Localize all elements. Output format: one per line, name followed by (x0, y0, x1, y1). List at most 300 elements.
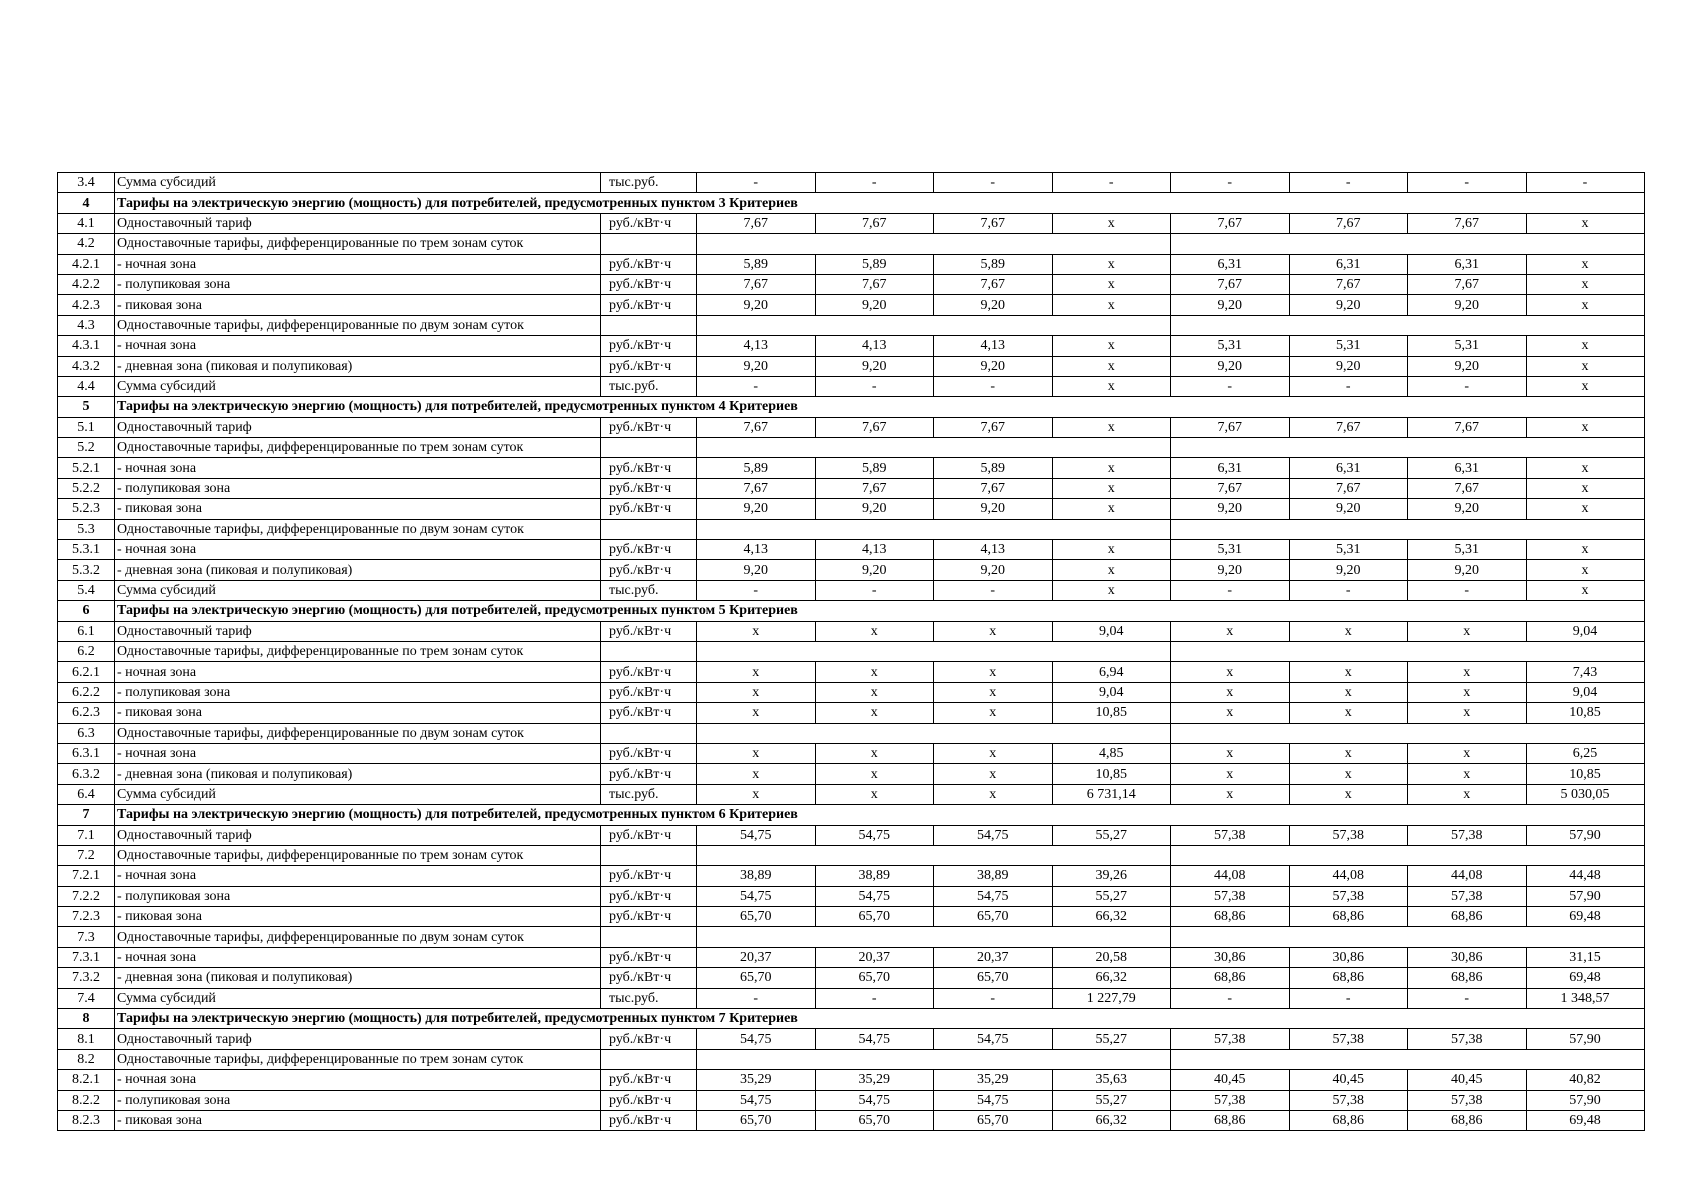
row-number-cell: 6.1 (58, 621, 115, 641)
value-cell: 55,27 (1052, 825, 1171, 845)
row-number-cell: 6.3 (58, 723, 115, 743)
empty-values-cell (1171, 519, 1645, 539)
value-cell: 7,67 (1289, 478, 1408, 498)
row-number-cell: 6.2 (58, 641, 115, 661)
value-cell: 4,13 (697, 540, 816, 560)
row-name-cell: - ночная зона (115, 1070, 601, 1090)
value-cell: 9,20 (697, 295, 816, 315)
table-row (58, 947, 1645, 967)
empty-values-cell (697, 1049, 1171, 1069)
row-number-cell: 7.2.1 (58, 866, 115, 886)
value-cell: 54,75 (934, 886, 1053, 906)
value-cell: - (1171, 988, 1290, 1008)
value-cell: x (815, 682, 934, 702)
row-name-cell: - ночная зона (115, 540, 601, 560)
row-name-cell: Одноставочный тариф (115, 417, 601, 437)
value-cell: 57,38 (1408, 886, 1527, 906)
row-number-cell: 8.2.1 (58, 1070, 115, 1090)
value-cell: x (1052, 356, 1171, 376)
value-cell: 7,67 (697, 478, 816, 498)
row-name-cell: - пиковая зона (115, 907, 601, 927)
value-cell: 5,89 (934, 458, 1053, 478)
unit-cell: руб./кВт·ч (601, 886, 697, 906)
value-cell: 57,90 (1526, 825, 1644, 845)
value-cell: 7,67 (1171, 274, 1290, 294)
value-cell: 68,86 (1171, 968, 1290, 988)
table-row (58, 356, 1645, 376)
group-row (58, 641, 1645, 661)
unit-cell: руб./кВт·ч (601, 560, 697, 580)
value-cell: 35,63 (1052, 1070, 1171, 1090)
value-cell: - (697, 173, 816, 193)
row-name-cell: - ночная зона (115, 336, 601, 356)
group-name-cell: Одноставочные тарифы, дифференцированные по трем зонам суток (115, 1049, 601, 1069)
table-row (58, 173, 1645, 193)
value-cell: 5,31 (1408, 540, 1527, 560)
value-cell: 10,85 (1052, 703, 1171, 723)
row-number-cell: 5.2.3 (58, 499, 115, 519)
row-number-cell: 8.2 (58, 1049, 115, 1069)
unit-cell: руб./кВт·ч (601, 743, 697, 763)
value-cell: x (934, 621, 1053, 641)
value-cell: 66,32 (1052, 968, 1171, 988)
value-cell: 54,75 (697, 1029, 816, 1049)
value-cell: 7,67 (815, 213, 934, 233)
empty-unit-cell (601, 927, 697, 947)
table-row (58, 213, 1645, 233)
value-cell: 9,20 (1171, 356, 1290, 376)
table-row (58, 1070, 1645, 1090)
unit-cell: руб./кВт·ч (601, 662, 697, 682)
value-cell: 9,20 (1289, 295, 1408, 315)
row-number-cell: 4.1 (58, 213, 115, 233)
row-name-cell: Одноставочный тариф (115, 1029, 601, 1049)
value-cell: 6,25 (1526, 743, 1644, 763)
value-cell: 5,89 (815, 458, 934, 478)
value-cell: 35,29 (815, 1070, 934, 1090)
section-title-cell: Тарифы на электрическую энергию (мощность) для потребителей, предусмотренных пунктом 5 Критериев (115, 601, 1645, 621)
value-cell: x (1526, 478, 1644, 498)
group-name-cell: Одноставочные тарифы, дифференцированные по трем зонам суток (115, 845, 601, 865)
value-cell: 68,86 (1289, 968, 1408, 988)
table-row (58, 662, 1645, 682)
value-cell: x (1526, 274, 1644, 294)
value-cell: - (1289, 376, 1408, 396)
table-row (58, 988, 1645, 1008)
value-cell: 57,38 (1408, 825, 1527, 845)
section-row (58, 805, 1645, 825)
value-cell: 66,32 (1052, 907, 1171, 927)
row-number-cell: 5.3.2 (58, 560, 115, 580)
value-cell: 7,67 (934, 213, 1053, 233)
value-cell: x (815, 784, 934, 804)
value-cell: x (1289, 621, 1408, 641)
value-cell: x (1526, 499, 1644, 519)
row-name-cell: - ночная зона (115, 254, 601, 274)
unit-cell: руб./кВт·ч (601, 1110, 697, 1130)
value-cell: 7,67 (1289, 274, 1408, 294)
value-cell: 20,37 (815, 947, 934, 967)
table-row (58, 478, 1645, 498)
value-cell: 68,86 (1408, 968, 1527, 988)
row-number-cell: 6.2.2 (58, 682, 115, 702)
value-cell: 6,31 (1171, 254, 1290, 274)
section-row (58, 1009, 1645, 1029)
value-cell: 9,20 (1171, 295, 1290, 315)
value-cell: 69,48 (1526, 968, 1644, 988)
value-cell: 68,86 (1408, 1110, 1527, 1130)
value-cell: 5,31 (1289, 336, 1408, 356)
value-cell: x (815, 662, 934, 682)
value-cell: 5,89 (697, 254, 816, 274)
value-cell: 65,70 (697, 968, 816, 988)
value-cell: 6,31 (1289, 458, 1408, 478)
value-cell: 9,04 (1052, 621, 1171, 641)
value-cell: x (1052, 336, 1171, 356)
value-cell: 65,70 (934, 907, 1053, 927)
value-cell: 9,20 (1289, 499, 1408, 519)
table-row (58, 1090, 1645, 1110)
row-number-cell: 6.2.1 (58, 662, 115, 682)
table-row (58, 417, 1645, 437)
section-title-cell: Тарифы на электрическую энергию (мощность) для потребителей, предусмотренных пунктом 3 Критериев (115, 193, 1645, 213)
table-row (58, 907, 1645, 927)
value-cell: x (934, 743, 1053, 763)
value-cell: - (1408, 173, 1527, 193)
value-cell: 1 227,79 (1052, 988, 1171, 1008)
value-cell: - (1171, 376, 1290, 396)
value-cell: 10,85 (1052, 764, 1171, 784)
value-cell: 55,27 (1052, 1090, 1171, 1110)
value-cell: 7,67 (815, 478, 934, 498)
row-number-cell: 5 (58, 397, 115, 417)
empty-values-cell (697, 927, 1171, 947)
value-cell: x (1526, 417, 1644, 437)
value-cell: - (815, 173, 934, 193)
empty-values-cell (1171, 927, 1645, 947)
value-cell: 6,31 (1289, 254, 1408, 274)
value-cell: 7,67 (934, 417, 1053, 437)
row-name-cell: - пиковая зона (115, 499, 601, 519)
row-number-cell: 5.4 (58, 580, 115, 600)
table-row (58, 254, 1645, 274)
group-row (58, 519, 1645, 539)
value-cell: 65,70 (697, 1110, 816, 1130)
unit-cell: руб./кВт·ч (601, 499, 697, 519)
value-cell: x (1526, 213, 1644, 233)
value-cell: 9,20 (697, 499, 816, 519)
row-number-cell: 4.3.1 (58, 336, 115, 356)
value-cell: 68,86 (1171, 907, 1290, 927)
value-cell: 9,04 (1052, 682, 1171, 702)
row-name-cell: - полупиковая зона (115, 274, 601, 294)
unit-cell: руб./кВт·ч (601, 356, 697, 376)
unit-cell: руб./кВт·ч (601, 621, 697, 641)
value-cell: 57,38 (1289, 886, 1408, 906)
row-number-cell: 8.2.3 (58, 1110, 115, 1130)
table-row (58, 1110, 1645, 1130)
unit-cell: руб./кВт·ч (601, 682, 697, 702)
value-cell: x (1171, 784, 1290, 804)
value-cell: - (934, 173, 1053, 193)
value-cell: - (1289, 988, 1408, 1008)
value-cell: 9,20 (697, 560, 816, 580)
row-name-cell: Одноставочный тариф (115, 825, 601, 845)
value-cell: 40,82 (1526, 1070, 1644, 1090)
row-number-cell: 3.4 (58, 173, 115, 193)
value-cell: 5,89 (934, 254, 1053, 274)
empty-unit-cell (601, 845, 697, 865)
row-number-cell: 5.2.1 (58, 458, 115, 478)
value-cell: x (815, 764, 934, 784)
value-cell: x (1408, 662, 1527, 682)
row-number-cell: 5.2.2 (58, 478, 115, 498)
value-cell: 69,48 (1526, 1110, 1644, 1130)
row-name-cell: - ночная зона (115, 458, 601, 478)
value-cell: 10,85 (1526, 703, 1644, 723)
value-cell: 65,70 (815, 968, 934, 988)
value-cell: x (1052, 295, 1171, 315)
value-cell: 7,67 (697, 274, 816, 294)
row-number-cell: 4.2.1 (58, 254, 115, 274)
value-cell: 30,86 (1408, 947, 1527, 967)
value-cell: - (934, 376, 1053, 396)
row-number-cell: 7.2.3 (58, 907, 115, 927)
value-cell: 5,31 (1289, 540, 1408, 560)
value-cell: - (1408, 376, 1527, 396)
value-cell: 9,20 (1289, 560, 1408, 580)
table-row (58, 743, 1645, 763)
value-cell: x (1052, 540, 1171, 560)
value-cell: 4,13 (697, 336, 816, 356)
value-cell: x (934, 703, 1053, 723)
empty-unit-cell (601, 315, 697, 335)
value-cell: x (1526, 336, 1644, 356)
value-cell: - (1289, 173, 1408, 193)
unit-cell: руб./кВт·ч (601, 336, 697, 356)
value-cell: - (815, 988, 934, 1008)
value-cell: 1 348,57 (1526, 988, 1644, 1008)
value-cell: 55,27 (1052, 1029, 1171, 1049)
value-cell: 54,75 (697, 825, 816, 845)
row-number-cell: 8.2.2 (58, 1090, 115, 1110)
value-cell: 5,89 (697, 458, 816, 478)
value-cell: x (815, 743, 934, 763)
row-name-cell: Сумма субсидий (115, 376, 601, 396)
row-name-cell: - дневная зона (пиковая и полупиковая) (115, 764, 601, 784)
value-cell: 9,20 (815, 560, 934, 580)
row-number-cell: 5.3.1 (58, 540, 115, 560)
table-row (58, 784, 1645, 804)
group-name-cell: Одноставочные тарифы, дифференцированные по трем зонам суток (115, 438, 601, 458)
row-number-cell: 5.2 (58, 438, 115, 458)
value-cell: 7,67 (1289, 213, 1408, 233)
value-cell: 5,31 (1171, 540, 1290, 560)
row-number-cell: 7.3 (58, 927, 115, 947)
value-cell: 7,67 (934, 478, 1053, 498)
row-name-cell: - ночная зона (115, 662, 601, 682)
value-cell: 66,32 (1052, 1110, 1171, 1130)
unit-cell: руб./кВт·ч (601, 417, 697, 437)
value-cell: 9,20 (815, 356, 934, 376)
value-cell: 7,67 (1289, 417, 1408, 437)
group-row (58, 315, 1645, 335)
value-cell: 65,70 (697, 907, 816, 927)
row-number-cell: 7.2 (58, 845, 115, 865)
value-cell: 9,20 (1408, 499, 1527, 519)
value-cell: x (1052, 376, 1171, 396)
value-cell: 7,67 (1171, 478, 1290, 498)
value-cell: 35,29 (697, 1070, 816, 1090)
value-cell: 4,13 (815, 336, 934, 356)
value-cell: 39,26 (1052, 866, 1171, 886)
value-cell: 6 731,14 (1052, 784, 1171, 804)
value-cell: x (1289, 662, 1408, 682)
group-name-cell: Одноставочные тарифы, дифференцированные по трем зонам суток (115, 234, 601, 254)
value-cell: x (815, 621, 934, 641)
row-number-cell: 6.2.3 (58, 703, 115, 723)
table-row (58, 274, 1645, 294)
value-cell: 54,75 (697, 886, 816, 906)
value-cell: x (1408, 764, 1527, 784)
empty-values-cell (1171, 438, 1645, 458)
value-cell: 54,75 (815, 1029, 934, 1049)
value-cell: 31,15 (1526, 947, 1644, 967)
value-cell: - (1289, 580, 1408, 600)
value-cell: 7,67 (1408, 213, 1527, 233)
value-cell: x (1171, 621, 1290, 641)
table-row (58, 621, 1645, 641)
unit-cell: руб./кВт·ч (601, 1029, 697, 1049)
value-cell: 57,90 (1526, 886, 1644, 906)
value-cell: 44,08 (1408, 866, 1527, 886)
unit-cell: тыс.руб. (601, 784, 697, 804)
value-cell: 20,37 (934, 947, 1053, 967)
table-row (58, 968, 1645, 988)
value-cell: x (1526, 458, 1644, 478)
value-cell: 7,67 (697, 213, 816, 233)
value-cell: - (934, 988, 1053, 1008)
table-row (58, 866, 1645, 886)
table-row (58, 1029, 1645, 1049)
row-name-cell: - дневная зона (пиковая и полупиковая) (115, 356, 601, 376)
value-cell: 38,89 (697, 866, 816, 886)
empty-values-cell (697, 723, 1171, 743)
value-cell: 6,31 (1408, 254, 1527, 274)
value-cell: x (1526, 560, 1644, 580)
unit-cell: тыс.руб. (601, 173, 697, 193)
value-cell: x (1171, 703, 1290, 723)
value-cell: 9,20 (934, 560, 1053, 580)
value-cell: x (697, 621, 816, 641)
row-name-cell: - полупиковая зона (115, 886, 601, 906)
value-cell: 38,89 (815, 866, 934, 886)
value-cell: x (1052, 213, 1171, 233)
table-row (58, 336, 1645, 356)
value-cell: 57,38 (1171, 825, 1290, 845)
empty-values-cell (1171, 315, 1645, 335)
value-cell: x (1052, 254, 1171, 274)
group-name-cell: Одноставочные тарифы, дифференцированные по двум зонам суток (115, 927, 601, 947)
value-cell: x (1289, 764, 1408, 784)
value-cell: 9,20 (934, 295, 1053, 315)
row-name-cell: - дневная зона (пиковая и полупиковая) (115, 968, 601, 988)
table-row (58, 764, 1645, 784)
row-number-cell: 6 (58, 601, 115, 621)
empty-unit-cell (601, 1049, 697, 1069)
value-cell: 44,08 (1171, 866, 1290, 886)
value-cell: - (934, 580, 1053, 600)
value-cell: 5,89 (815, 254, 934, 274)
unit-cell: руб./кВт·ч (601, 274, 697, 294)
value-cell: 4,13 (934, 540, 1053, 560)
value-cell: - (1408, 988, 1527, 1008)
value-cell: x (1052, 499, 1171, 519)
value-cell: 9,20 (815, 295, 934, 315)
unit-cell: руб./кВт·ч (601, 947, 697, 967)
section-title-cell: Тарифы на электрическую энергию (мощность) для потребителей, предусмотренных пунктом 7 Критериев (115, 1009, 1645, 1029)
row-number-cell: 5.1 (58, 417, 115, 437)
value-cell: x (1408, 703, 1527, 723)
value-cell: 9,20 (934, 499, 1053, 519)
value-cell: x (1052, 417, 1171, 437)
value-cell: 44,48 (1526, 866, 1644, 886)
value-cell: 9,20 (934, 356, 1053, 376)
value-cell: 54,75 (815, 886, 934, 906)
value-cell: x (1052, 478, 1171, 498)
value-cell: 5 030,05 (1526, 784, 1644, 804)
value-cell: - (1171, 173, 1290, 193)
value-cell: - (697, 988, 816, 1008)
value-cell: x (697, 764, 816, 784)
value-cell: 57,38 (1289, 1029, 1408, 1049)
value-cell: x (934, 682, 1053, 702)
value-cell: 57,38 (1289, 1090, 1408, 1110)
empty-values-cell (697, 234, 1171, 254)
empty-unit-cell (601, 723, 697, 743)
value-cell: 40,45 (1408, 1070, 1527, 1090)
value-cell: 54,75 (934, 1090, 1053, 1110)
unit-cell: руб./кВт·ч (601, 295, 697, 315)
value-cell: x (934, 784, 1053, 804)
value-cell: 9,20 (1408, 356, 1527, 376)
unit-cell: руб./кВт·ч (601, 540, 697, 560)
value-cell: x (1526, 376, 1644, 396)
value-cell: x (697, 662, 816, 682)
value-cell: 55,27 (1052, 886, 1171, 906)
value-cell: 44,08 (1289, 866, 1408, 886)
row-number-cell: 4.2.3 (58, 295, 115, 315)
group-row (58, 234, 1645, 254)
value-cell: 5,31 (1171, 336, 1290, 356)
value-cell: 7,67 (1408, 274, 1527, 294)
table-row (58, 458, 1645, 478)
row-number-cell: 7 (58, 805, 115, 825)
value-cell: x (1289, 703, 1408, 723)
value-cell: x (1052, 560, 1171, 580)
value-cell: x (1289, 682, 1408, 702)
group-row (58, 438, 1645, 458)
value-cell: 7,67 (1171, 213, 1290, 233)
value-cell: 6,31 (1171, 458, 1290, 478)
value-cell: 57,38 (1171, 1090, 1290, 1110)
empty-values-cell (697, 845, 1171, 865)
value-cell: 68,86 (1171, 1110, 1290, 1130)
value-cell: 65,70 (815, 907, 934, 927)
value-cell: 30,86 (1289, 947, 1408, 967)
row-number-cell: 6.3.1 (58, 743, 115, 763)
group-row (58, 723, 1645, 743)
